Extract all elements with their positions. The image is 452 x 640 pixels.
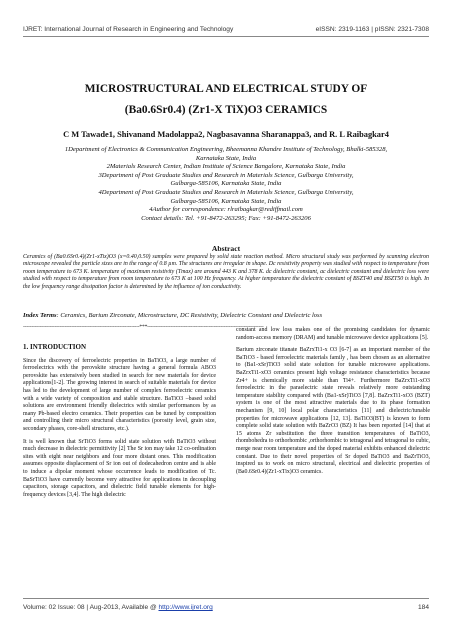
- affiliation-line: 4Department of Post Graduate Studies and Research in Materials Science, Gulbarga University,: [98, 188, 354, 196]
- journal-link[interactable]: http://www.ijret.org: [158, 604, 213, 611]
- affiliation-line: 3Department of Post Graduate Studies and Research in Materials Science, Gulbarga University,: [98, 171, 354, 179]
- volume-info: [23, 604, 213, 611]
- running-header: [23, 26, 429, 33]
- left-column: [23, 344, 216, 504]
- affiliation-line: Gulbarga-585106, Karnataka State, India: [170, 180, 282, 188]
- abstract-heading: Abstract: [211, 244, 241, 253]
- right-column: [236, 327, 430, 481]
- running-footer: [23, 604, 429, 611]
- page-number: 184: [417, 604, 429, 611]
- footer-rule: [23, 598, 429, 599]
- header-rule: [23, 36, 429, 37]
- issn: eISSN: 2319-1163 | pISSN: 2321-7308: [315, 26, 429, 33]
- journal-name: IJRET: International Journal of Research in Engineering and Technology: [23, 26, 234, 33]
- paper-title-line2: (Ba0.6Sr0.4) (Zr1-X TiX)O3 CERAMICS: [124, 104, 328, 116]
- paragraph: constant and low loss makes one of the promising candidates for dynamic random-access memory (DRAM) and tunable microwave device applications [5].: [236, 327, 430, 341]
- paragraph: It is well known that SrTiO3 forms solid state solution with BaTiO3 without much decrease in dielectric permittivity [2] The Sr ion may take 12 co-ordination sites with eight near neighbors and four more distant ones. This modification assumes opposite displacement of Sr ion out of dodecahedron centre and is able to induce a dipolar moment whose occurrence leads to modification of Tc. BaSrTiO3 have currently become very attractive for applications in decoupling capacitors, storage capacitors, and dielectric field tunable elements for high-frequency devices [3,4]. The high dielectric: [23, 438, 216, 498]
- affiliation-line: Gulbarga-585106, Karnataka State, India: [170, 197, 282, 205]
- correspondence-line: 4Author for correspondence: rlraibagkar@rediffmail.com: [149, 206, 303, 214]
- paragraph: Since the discovery of ferroelectric properties in BaTiO3, a large number of ferroelectrics with the perovskite structure having a general formula ABO3 perovskite has extensively been studied in search for new materials for device applications[1-2]. The growing interest in search of suitable materials for device has led to the development of large number of complex ferroelectric ceramics with a wide variety of composition and stable structure. BaTiO3 –based solid solutions are environment friendly dielectrics with similar performances by as many Pb-based electro ceramics. Their properties can be tuned by composition and controlling their micro structural characteristics (porosity level, grain size, secondary phases, core-shell structures, etc.).: [23, 357, 216, 432]
- paper-title-line1: MICROSTRUCTURAL AND ELECTRICAL STUDY OF: [84, 83, 368, 95]
- affiliation-line: Karnataka State, India: [195, 154, 257, 162]
- section-heading-introduction: 1. INTRODUCTION: [23, 343, 87, 351]
- paragraph: Barium zirconate titanate BaZrxTi1-x O3 [6-7] as an important member of the BaTiO3 - based ferroelectric materials family , has been chosen as an alternative to (Ba1-xSr)TiO3 solid state solution for tunable microwave applications. BaZrxTi1-xO3 ceramics present high voltage resistance characteristics because Zr4+ is chemically more stable than Ti4+. Furthermore BaZrxTi1-xO3 ferroelectric in the paraelectric state reveals relatively more outstanding temperature stability compared with (Ba1-xSr)TiO3 [7,8]. BaZrxTi1-xO3 (BZT) system is one of the most attractive materials due to its phase formation mechanism [9, 10] local polar characteristics [11] and dielectric/tunable properties for microwave applications [12, 13]. BaTiO3(BT) is known to form complete solid state solution with BaZrO3 (BZ) It has been reported [14] that at 15 atoms Zr substitution the three transition temperatures of BaTiO3, rhombohedra to orthorhombic ,orthorhombic to tetragonal and tetragonal to cubic, merge near room temperature and the doped material exhibits enhanced dielectric constant. Due to their novel properties of Sr doped BaTiO3 and BaZrTiO3, inspired us to work on micro structural, electrical and dielectric properties of (Ba0.6Sr0.4)(Zr1-xTix)O3 ceramics.: [236, 347, 430, 475]
- volume-text: Volume: 02 Issue: 08 | Aug-2013, Available @: [23, 604, 159, 611]
- index-terms: [23, 312, 429, 319]
- affiliations: [23, 146, 429, 223]
- author-list: C M Tawade1, Shivanand Madolappa2, Nagbasavanna Sharanappa3, and R. L Raibagkar4: [63, 130, 389, 139]
- affiliation-line: 1Department of Electronics & Communication Engineering, Bheemanna Khandre Institute of Technology, Bhalki-585328,: [64, 146, 388, 153]
- affiliation-line: 2Materials Research Center, Indian Institute of Science Bangalore, Karnataka State, India: [106, 163, 346, 171]
- contact-line: Contact details: Tel. +91-8472-263295; Fax: +91-8472-263206: [141, 214, 311, 222]
- index-terms-text: : Ceramics, Barium Zirconate, Microstructure, DC Resistivity, Dielectric Constant and Dielectric loss: [56, 312, 323, 319]
- abstract-text: Ceramics of (Ba0.6Sr0.4)(Zr1-xTix)O3 (x=0.40,0.50) samples were prepared by solid state reaction method. Micro structural study was performed by scanning electron microscope revealed the particle sizes are in the range of 0.8 µm. The structures are irregular in shape. Dc resistivity property was studied with respect to temperature from room temperature to 673 K. temperature of maximum resistivity (Tmax) are around 443 K and 378 K. dc dielectric constant, ac dielectric constant and dielectric loss were studied with respect to temperature from room temperature to 673 K at 100 Hz frequency. At higher temperature the dielectric constant of BSZT40 and BSZT50 is high. In the low frequency range dissipation factor is determined by the influence of ion conductivity.: [23, 254, 429, 290]
- index-terms-label: Index Terms: [23, 312, 57, 319]
- section-separator: ----------------------------------------------------------------------***----------------------------------------------------------------------: [23, 324, 264, 330]
